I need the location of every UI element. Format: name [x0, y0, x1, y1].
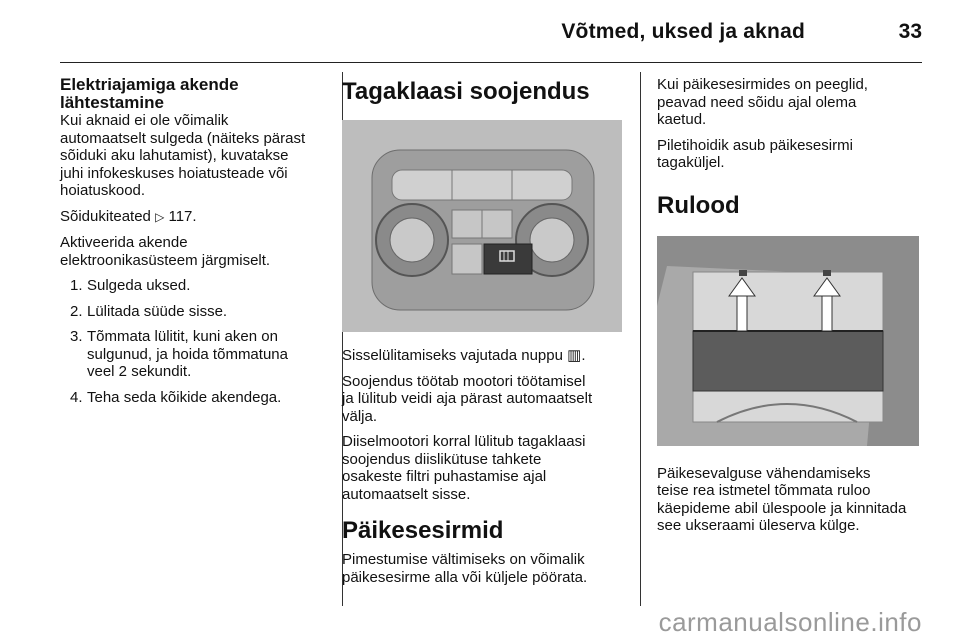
- heading-line: lähtestamine: [60, 93, 164, 112]
- defroster-button-icon: ▥: [567, 347, 582, 364]
- window-blind-image: [657, 236, 927, 451]
- step-text: veel 2 sekundit.: [87, 363, 192, 380]
- step-text: sulgunud, ja hoida tõmmatuna: [87, 345, 288, 363]
- column-3: [657, 76, 927, 543]
- text-line: automaatselt sulgeda (näiteks pärast: [60, 129, 306, 147]
- text-line: juhi infokeskuses hoiatusteade või: [60, 164, 288, 182]
- column-2: [342, 76, 626, 594]
- text-line: Sisselülitamiseks vajutada nuppu: [342, 347, 563, 364]
- text-line: Kui päikesesirmides on peeglid,: [657, 76, 868, 93]
- text-line: Diiselmootori korral lülitub tagaklaasi: [342, 433, 586, 450]
- list-item: [60, 277, 332, 295]
- text-line: ja lülitub veidi aja pärast automaatselt: [342, 390, 593, 407]
- climate-panel-photo: [342, 120, 622, 332]
- page-number: 33: [898, 20, 922, 43]
- paragraph-blinds: [657, 465, 927, 535]
- paragraph-sun-visors: [342, 551, 626, 586]
- text-line: osakeste filtri puhastamise ajal: [342, 468, 547, 485]
- text-line: elektroonikasüsteem järgmiselt.: [60, 251, 271, 269]
- paragraph-defrost-operation: [342, 373, 626, 426]
- climate-control-panel-image: [342, 120, 626, 337]
- list-item: [60, 328, 332, 381]
- section-heading-windows: [60, 76, 332, 112]
- paragraph-defrost-activate: [342, 347, 626, 365]
- step-number: 2.: [70, 302, 83, 320]
- text-line: Aktiveerida akende: [60, 234, 188, 251]
- step-text: Lülitada süüde sisse.: [87, 302, 228, 320]
- column-divider-2: [640, 72, 641, 606]
- text-line: teise rea istmetel tõmmata ruloo: [657, 482, 871, 499]
- text-line: Piletihoidik asub päikesesirmi: [657, 136, 853, 154]
- text-line: tagaküljel.: [657, 154, 725, 171]
- text-line: soojendus diislikütuse tahkete: [342, 450, 542, 468]
- text-line: sõiduki aku lahutamist), kuvatakse: [60, 147, 289, 164]
- page-reference-link[interactable]: 117.: [168, 207, 197, 225]
- list-item: [60, 389, 332, 407]
- list-item: [60, 303, 332, 321]
- text-line: peavad need sõidu ajal olema: [657, 93, 857, 111]
- paragraph-diesel: [342, 433, 626, 503]
- text-line: Sõidukiteated: [60, 207, 151, 225]
- section-heading-rear-defroster: Tagaklaasi soojendus: [342, 78, 590, 105]
- step-text: Tõmmata lülitit, kuni aken on: [87, 328, 278, 345]
- step-number: 4.: [70, 388, 83, 406]
- section-heading-sun-visors: Päikesesirmid: [342, 517, 504, 544]
- step-number: 3.: [70, 328, 83, 345]
- reference-arrow-icon: ▷: [155, 209, 165, 224]
- text-line: .: [581, 347, 586, 364]
- steps-list: [60, 277, 332, 406]
- text-line: see ukseraami üleserva külge.: [657, 517, 860, 534]
- header-divider: [60, 62, 922, 63]
- page-section-title: Võtmed, uksed ja aknad: [561, 20, 805, 43]
- blind-photo: [657, 236, 919, 446]
- step-text: Teha seda kõikide akendega.: [87, 388, 282, 406]
- heading-line: Elektriajamiga akende: [60, 75, 239, 94]
- text-line: Soojendus töötab mootori töötamisel: [342, 372, 586, 390]
- text-line: Päikesevalguse vähendamiseks: [657, 464, 871, 482]
- column-1: [60, 76, 332, 414]
- paragraph-windows-intro: [60, 112, 332, 200]
- paragraph-activate: [60, 234, 332, 269]
- text-line: Pimestumise vältimiseks on võimalik: [342, 551, 585, 568]
- text-line: Kui aknaid ei ole võimalik: [60, 112, 229, 129]
- text-line: kaetud.: [657, 111, 707, 128]
- text-line: välja.: [342, 407, 378, 425]
- text-line: hoiatuskood.: [60, 182, 146, 199]
- text-line: päikesesirme alla või küljele pöörata.: [342, 568, 588, 586]
- text-line: käepideme abil ülespoole ja kinnitada: [657, 499, 907, 517]
- text-line: automaatselt sisse.: [342, 485, 471, 503]
- paragraph-vehicle-messages: [60, 208, 332, 227]
- paragraph-ticket-holder: [657, 137, 927, 172]
- paragraph-mirrors: [657, 76, 927, 129]
- step-number: 1.: [70, 277, 83, 294]
- section-heading-blinds: Rulood: [657, 191, 740, 219]
- watermark: carmanualsonline.info: [658, 607, 922, 637]
- step-text: Sulgeda uksed.: [87, 277, 191, 294]
